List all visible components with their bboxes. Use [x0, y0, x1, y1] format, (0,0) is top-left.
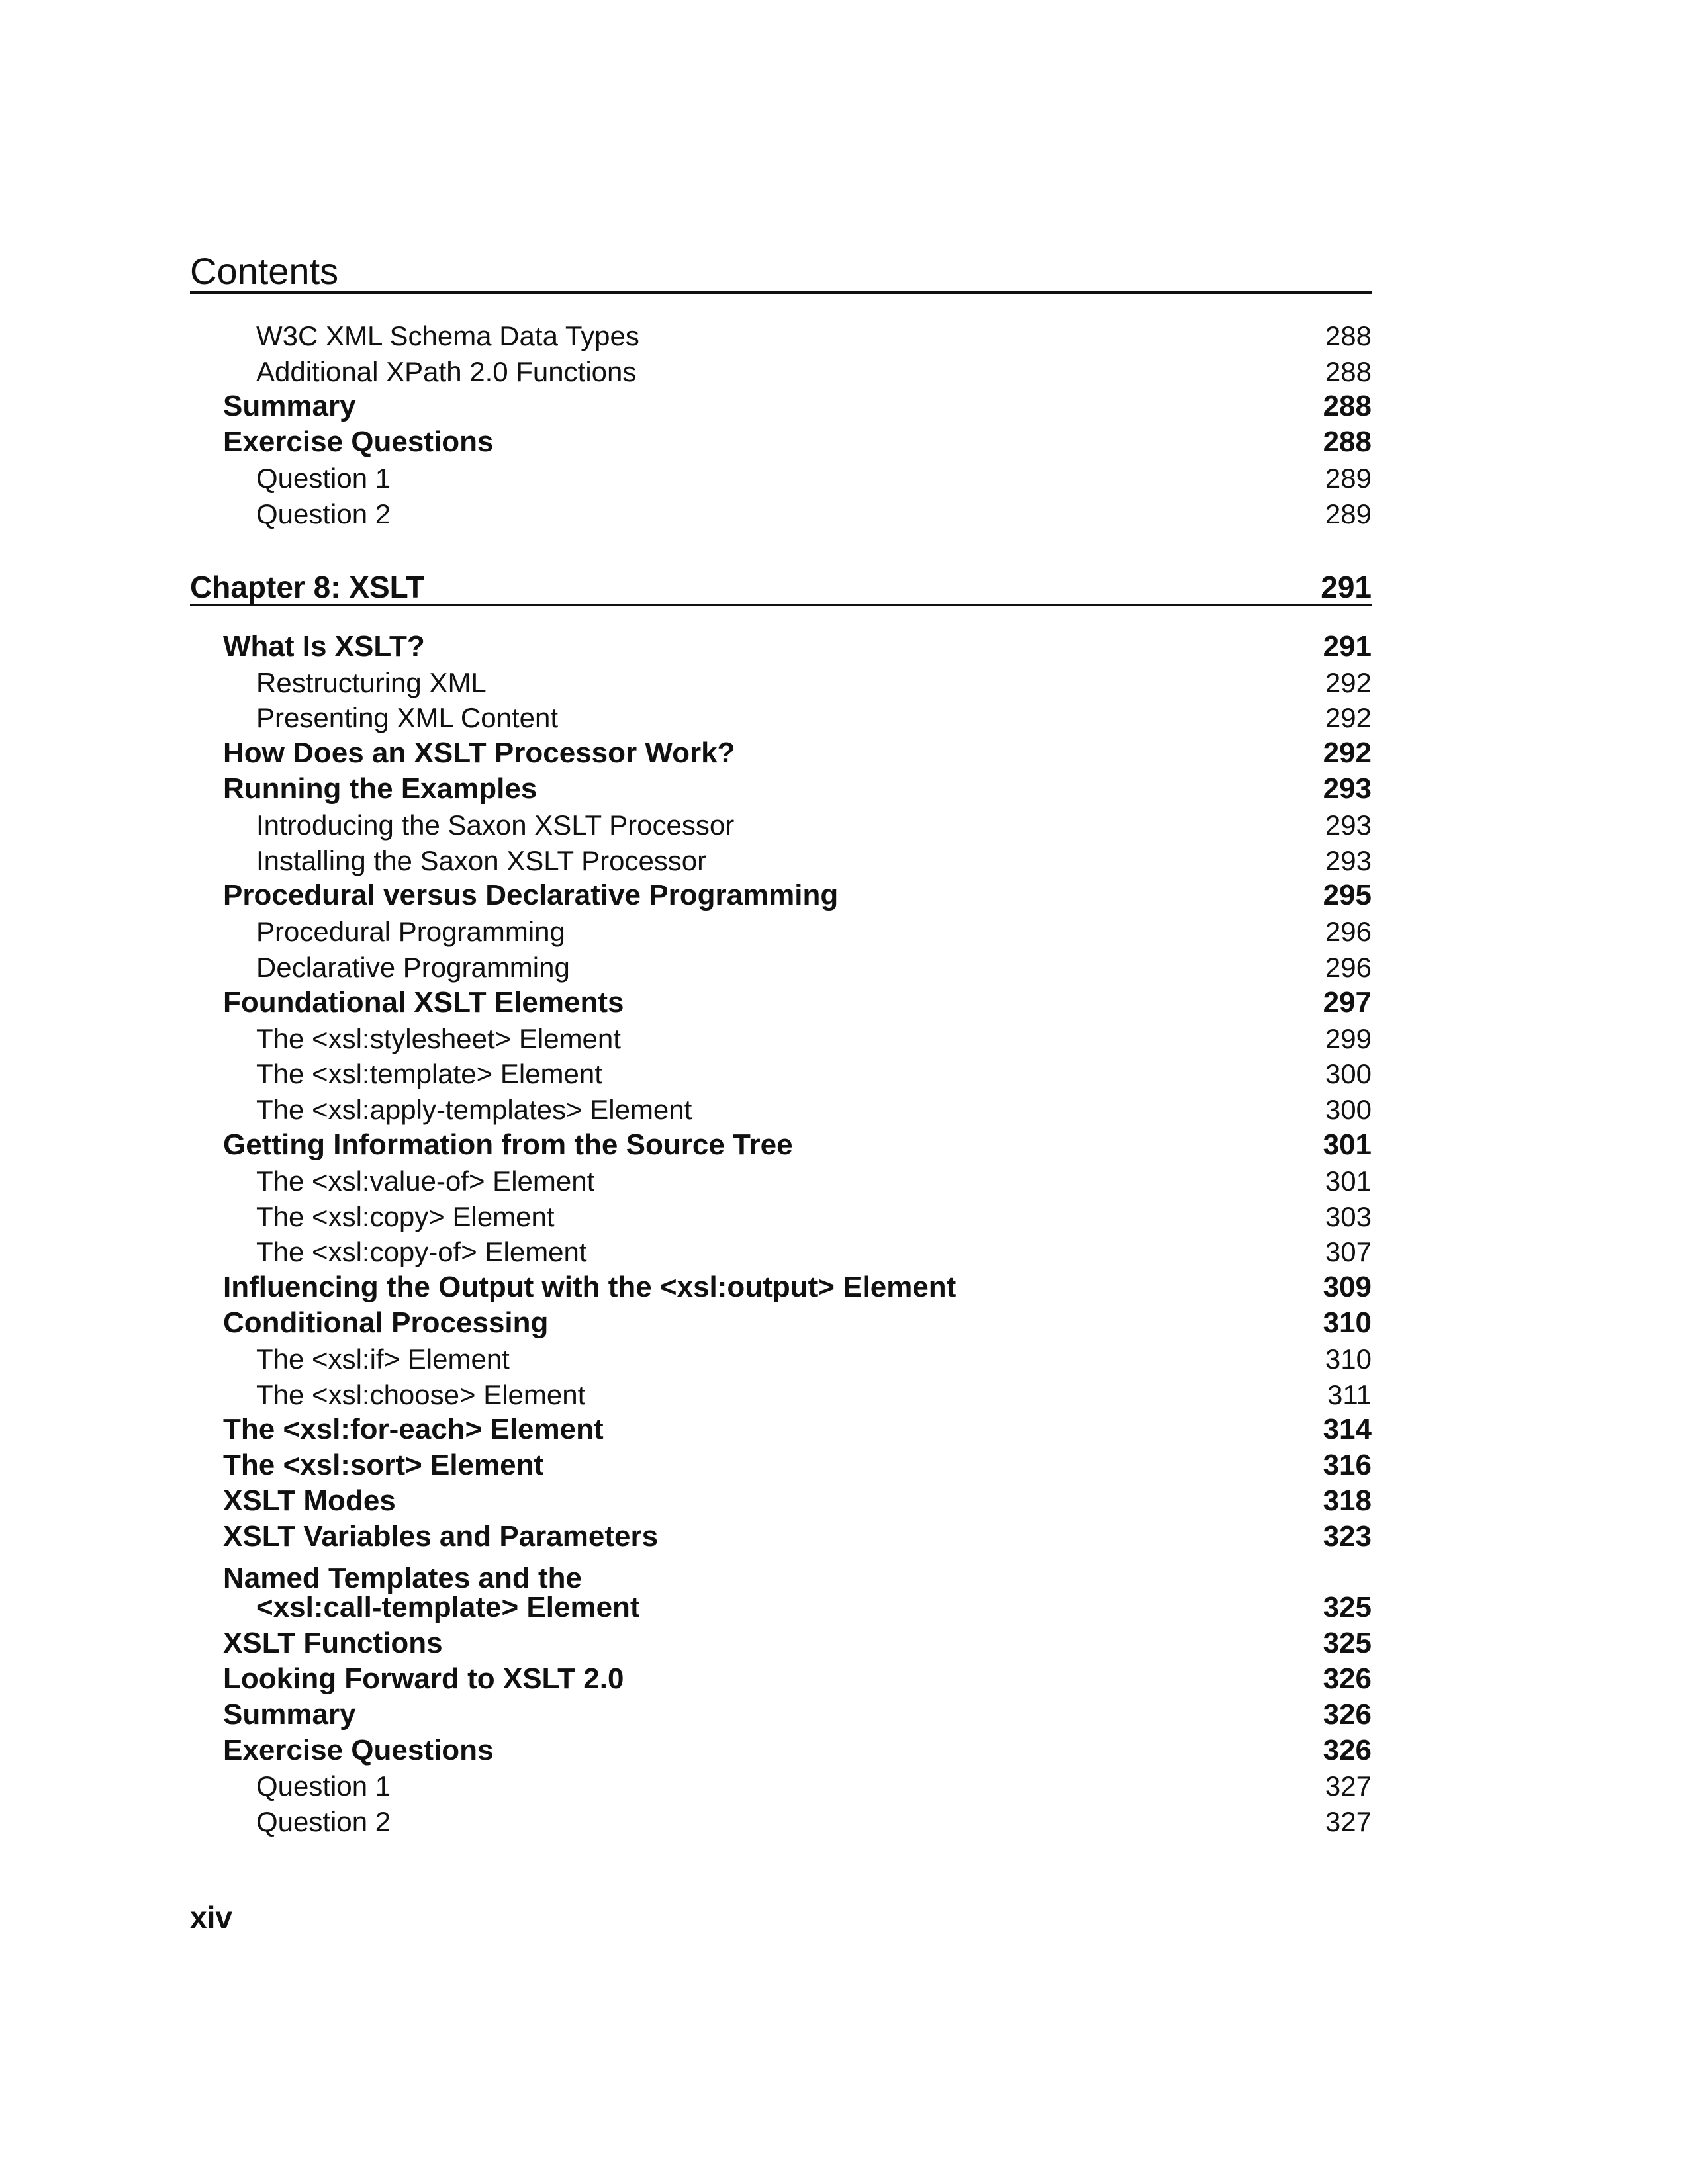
toc-entry-label: The <xsl:template> Element: [256, 1058, 602, 1090]
toc-entry[interactable]: [190, 1765, 1372, 1801]
chapter-title: Chapter 8: XSLT: [190, 570, 425, 604]
toc-entry[interactable]: [190, 1231, 1372, 1267]
toc-entry-label-line1: Named Templates and the: [223, 1562, 582, 1595]
toc-entry-page: 314: [1323, 1413, 1372, 1446]
toc-entry-label: The <xsl:apply-templates> Element: [256, 1094, 692, 1126]
toc-entry-label: Influencing the Output with the <xsl:output> Element: [223, 1271, 957, 1304]
toc-entry-label: The <xsl:sort> Element: [223, 1449, 544, 1482]
toc-entry-page: 309: [1323, 1271, 1372, 1304]
toc-entry[interactable]: [190, 1551, 1372, 1623]
toc-entry-label: The <xsl:stylesheet> Element: [256, 1023, 621, 1054]
toc-entry[interactable]: [190, 1444, 1372, 1480]
toc-entry-page: 288: [1325, 320, 1372, 351]
toc-entry-label: Looking Forward to XSLT 2.0: [223, 1662, 624, 1695]
toc-entry-page: 289: [1325, 462, 1372, 494]
toc-entry[interactable]: [190, 1124, 1372, 1160]
toc-entry-label: Running the Examples: [223, 772, 538, 805]
toc-entry[interactable]: [190, 1017, 1372, 1053]
toc-entry[interactable]: [190, 1729, 1372, 1765]
toc-entry-label: Additional XPath 2.0 Functions: [256, 355, 637, 387]
toc-entry-page: 292: [1325, 702, 1372, 734]
toc-entry-label: How Does an XSLT Processor Work?: [223, 737, 735, 770]
toc-entry-label: Conditional Processing: [223, 1306, 549, 1339]
toc-entry[interactable]: [190, 1088, 1372, 1124]
toc-entry[interactable]: [190, 910, 1372, 946]
toc-entry-page: 300: [1325, 1058, 1372, 1090]
toc-entry-page: 316: [1323, 1449, 1372, 1482]
toc-entry-page: 293: [1325, 809, 1372, 841]
toc-entry-label: Question 2: [256, 1806, 391, 1838]
toc-entry-page: 325: [1323, 1627, 1372, 1660]
toc-entry-page: 318: [1323, 1484, 1372, 1517]
toc-entry-label: The <xsl:if> Element: [256, 1343, 510, 1375]
toc-entry-label: Question 1: [256, 1770, 391, 1802]
toc-entry[interactable]: [190, 421, 1372, 457]
toc-entry-page: 291: [1323, 629, 1372, 662]
toc-entry-page: 292: [1323, 737, 1372, 770]
toc-entry[interactable]: [190, 625, 1372, 661]
toc-entry[interactable]: [190, 1622, 1372, 1658]
toc-entry[interactable]: [190, 1800, 1372, 1836]
toc-entry[interactable]: [190, 386, 1372, 422]
toc-entry-label: Summary: [223, 1698, 356, 1731]
toc-entry-page: 292: [1325, 666, 1372, 698]
toc-entry[interactable]: [190, 457, 1372, 492]
toc-top-section: [190, 314, 1372, 528]
toc-entry-page: 327: [1325, 1770, 1372, 1802]
toc-entry[interactable]: [190, 697, 1372, 733]
toc-entry-page: 326: [1323, 1733, 1372, 1766]
toc-entry[interactable]: [190, 1302, 1372, 1338]
toc-entry-page: 295: [1323, 879, 1372, 912]
toc-entry[interactable]: [190, 1160, 1372, 1195]
toc-entry[interactable]: [190, 803, 1372, 839]
toc-entry[interactable]: [190, 946, 1372, 981]
toc-entry[interactable]: [190, 875, 1372, 911]
toc-entry-page: 301: [1325, 1165, 1372, 1197]
toc-entry[interactable]: [190, 1516, 1372, 1551]
toc-entry-page: 303: [1325, 1201, 1372, 1232]
toc-entry-page: 310: [1323, 1306, 1372, 1339]
toc-entry[interactable]: [190, 1658, 1372, 1694]
toc-entry-label: Exercise Questions: [223, 426, 494, 459]
toc-entry-page: 323: [1323, 1520, 1372, 1553]
toc-entry[interactable]: [190, 1480, 1372, 1516]
toc-entry-label: Restructuring XML: [256, 666, 487, 698]
toc-entry-page: 310: [1325, 1343, 1372, 1375]
page-title: Contents: [190, 250, 339, 292]
toc-entry-page: 311: [1327, 1379, 1372, 1410]
toc-entry-label: Declarative Programming: [256, 951, 570, 983]
chapter-page: 291: [1321, 570, 1372, 604]
toc-entry-page: 288: [1323, 390, 1372, 423]
toc-entry-page: 307: [1325, 1236, 1372, 1268]
toc-entry[interactable]: [190, 981, 1372, 1017]
toc-entry-label: The <xsl:copy-of> Element: [256, 1236, 587, 1268]
toc-entry-label: Getting Information from the Source Tree: [223, 1128, 793, 1161]
toc-entry-label: What Is XSLT?: [223, 629, 425, 662]
toc-entry-page: 326: [1323, 1698, 1372, 1731]
toc-entry-page: 293: [1325, 844, 1372, 876]
toc-entry-page: 325: [1323, 1591, 1372, 1624]
toc-entry-page: 288: [1325, 355, 1372, 387]
toc-entry-label: The <xsl:for-each> Element: [223, 1413, 604, 1446]
toc-entry-label: Introducing the Saxon XSLT Processor: [256, 809, 735, 841]
toc-entry-label: The <xsl:choose> Element: [256, 1379, 586, 1410]
toc-entry-label: Summary: [223, 390, 356, 423]
toc-entry-label: The <xsl:copy> Element: [256, 1201, 555, 1232]
toc-chapter-section: [190, 625, 1372, 1836]
toc-entry-page: 300: [1325, 1094, 1372, 1126]
toc-entry[interactable]: [190, 1338, 1372, 1373]
toc-entry-page: 293: [1323, 772, 1372, 805]
toc-entry-label: Presenting XML Content: [256, 702, 559, 734]
toc-entry-label: Procedural versus Declarative Programming: [223, 879, 839, 912]
toc-entry[interactable]: [190, 350, 1372, 386]
toc-entry-page: 296: [1325, 951, 1372, 983]
toc-entry[interactable]: [190, 1409, 1372, 1445]
toc-entry-label: Exercise Questions: [223, 1733, 494, 1766]
toc-entry-page: 301: [1323, 1128, 1372, 1161]
toc-entry[interactable]: [190, 732, 1372, 768]
toc-entry-label: Foundational XSLT Elements: [223, 985, 624, 1019]
toc-entry[interactable]: [190, 1195, 1372, 1231]
toc-entry-label: The <xsl:value-of> Element: [256, 1165, 595, 1197]
toc-entry[interactable]: [190, 1694, 1372, 1729]
chapter-heading[interactable]: [190, 569, 1372, 606]
toc-entry-page: 297: [1323, 985, 1372, 1019]
toc-entry-label: Installing the Saxon XSLT Processor: [256, 844, 707, 876]
toc-entry-label-line2: <xsl:call-template> Element: [256, 1591, 640, 1624]
toc-entry-label: [190, 1564, 640, 1622]
toc-entry-page: 288: [1323, 426, 1372, 459]
toc-entry[interactable]: [190, 1053, 1372, 1089]
toc-entry-label: XSLT Modes: [223, 1484, 396, 1517]
toc-entry-page: 326: [1323, 1662, 1372, 1695]
toc-entry[interactable]: [190, 314, 1372, 350]
toc-entry-label: Procedural Programming: [256, 916, 565, 948]
toc-entry-label: XSLT Variables and Parameters: [223, 1520, 659, 1553]
toc-entry-label: Question 1: [256, 462, 391, 494]
toc-entry-page: 327: [1325, 1806, 1372, 1838]
toc-entry-page: 289: [1325, 498, 1372, 529]
toc-entry[interactable]: [190, 492, 1372, 528]
running-header: [190, 245, 1372, 294]
toc-entry[interactable]: [190, 839, 1372, 875]
toc-entry-label: W3C XML Schema Data Types: [256, 320, 639, 351]
toc-entry[interactable]: [190, 768, 1372, 803]
toc-entry[interactable]: [190, 1266, 1372, 1302]
page-number: xiv: [190, 1900, 232, 1934]
toc-entry[interactable]: [190, 1373, 1372, 1409]
toc-entry-page: 299: [1325, 1023, 1372, 1054]
toc-entry[interactable]: [190, 661, 1372, 697]
toc-entry-page: 296: [1325, 916, 1372, 948]
toc-entry-label: XSLT Functions: [223, 1627, 443, 1660]
toc-entry-label: Question 2: [256, 498, 391, 529]
